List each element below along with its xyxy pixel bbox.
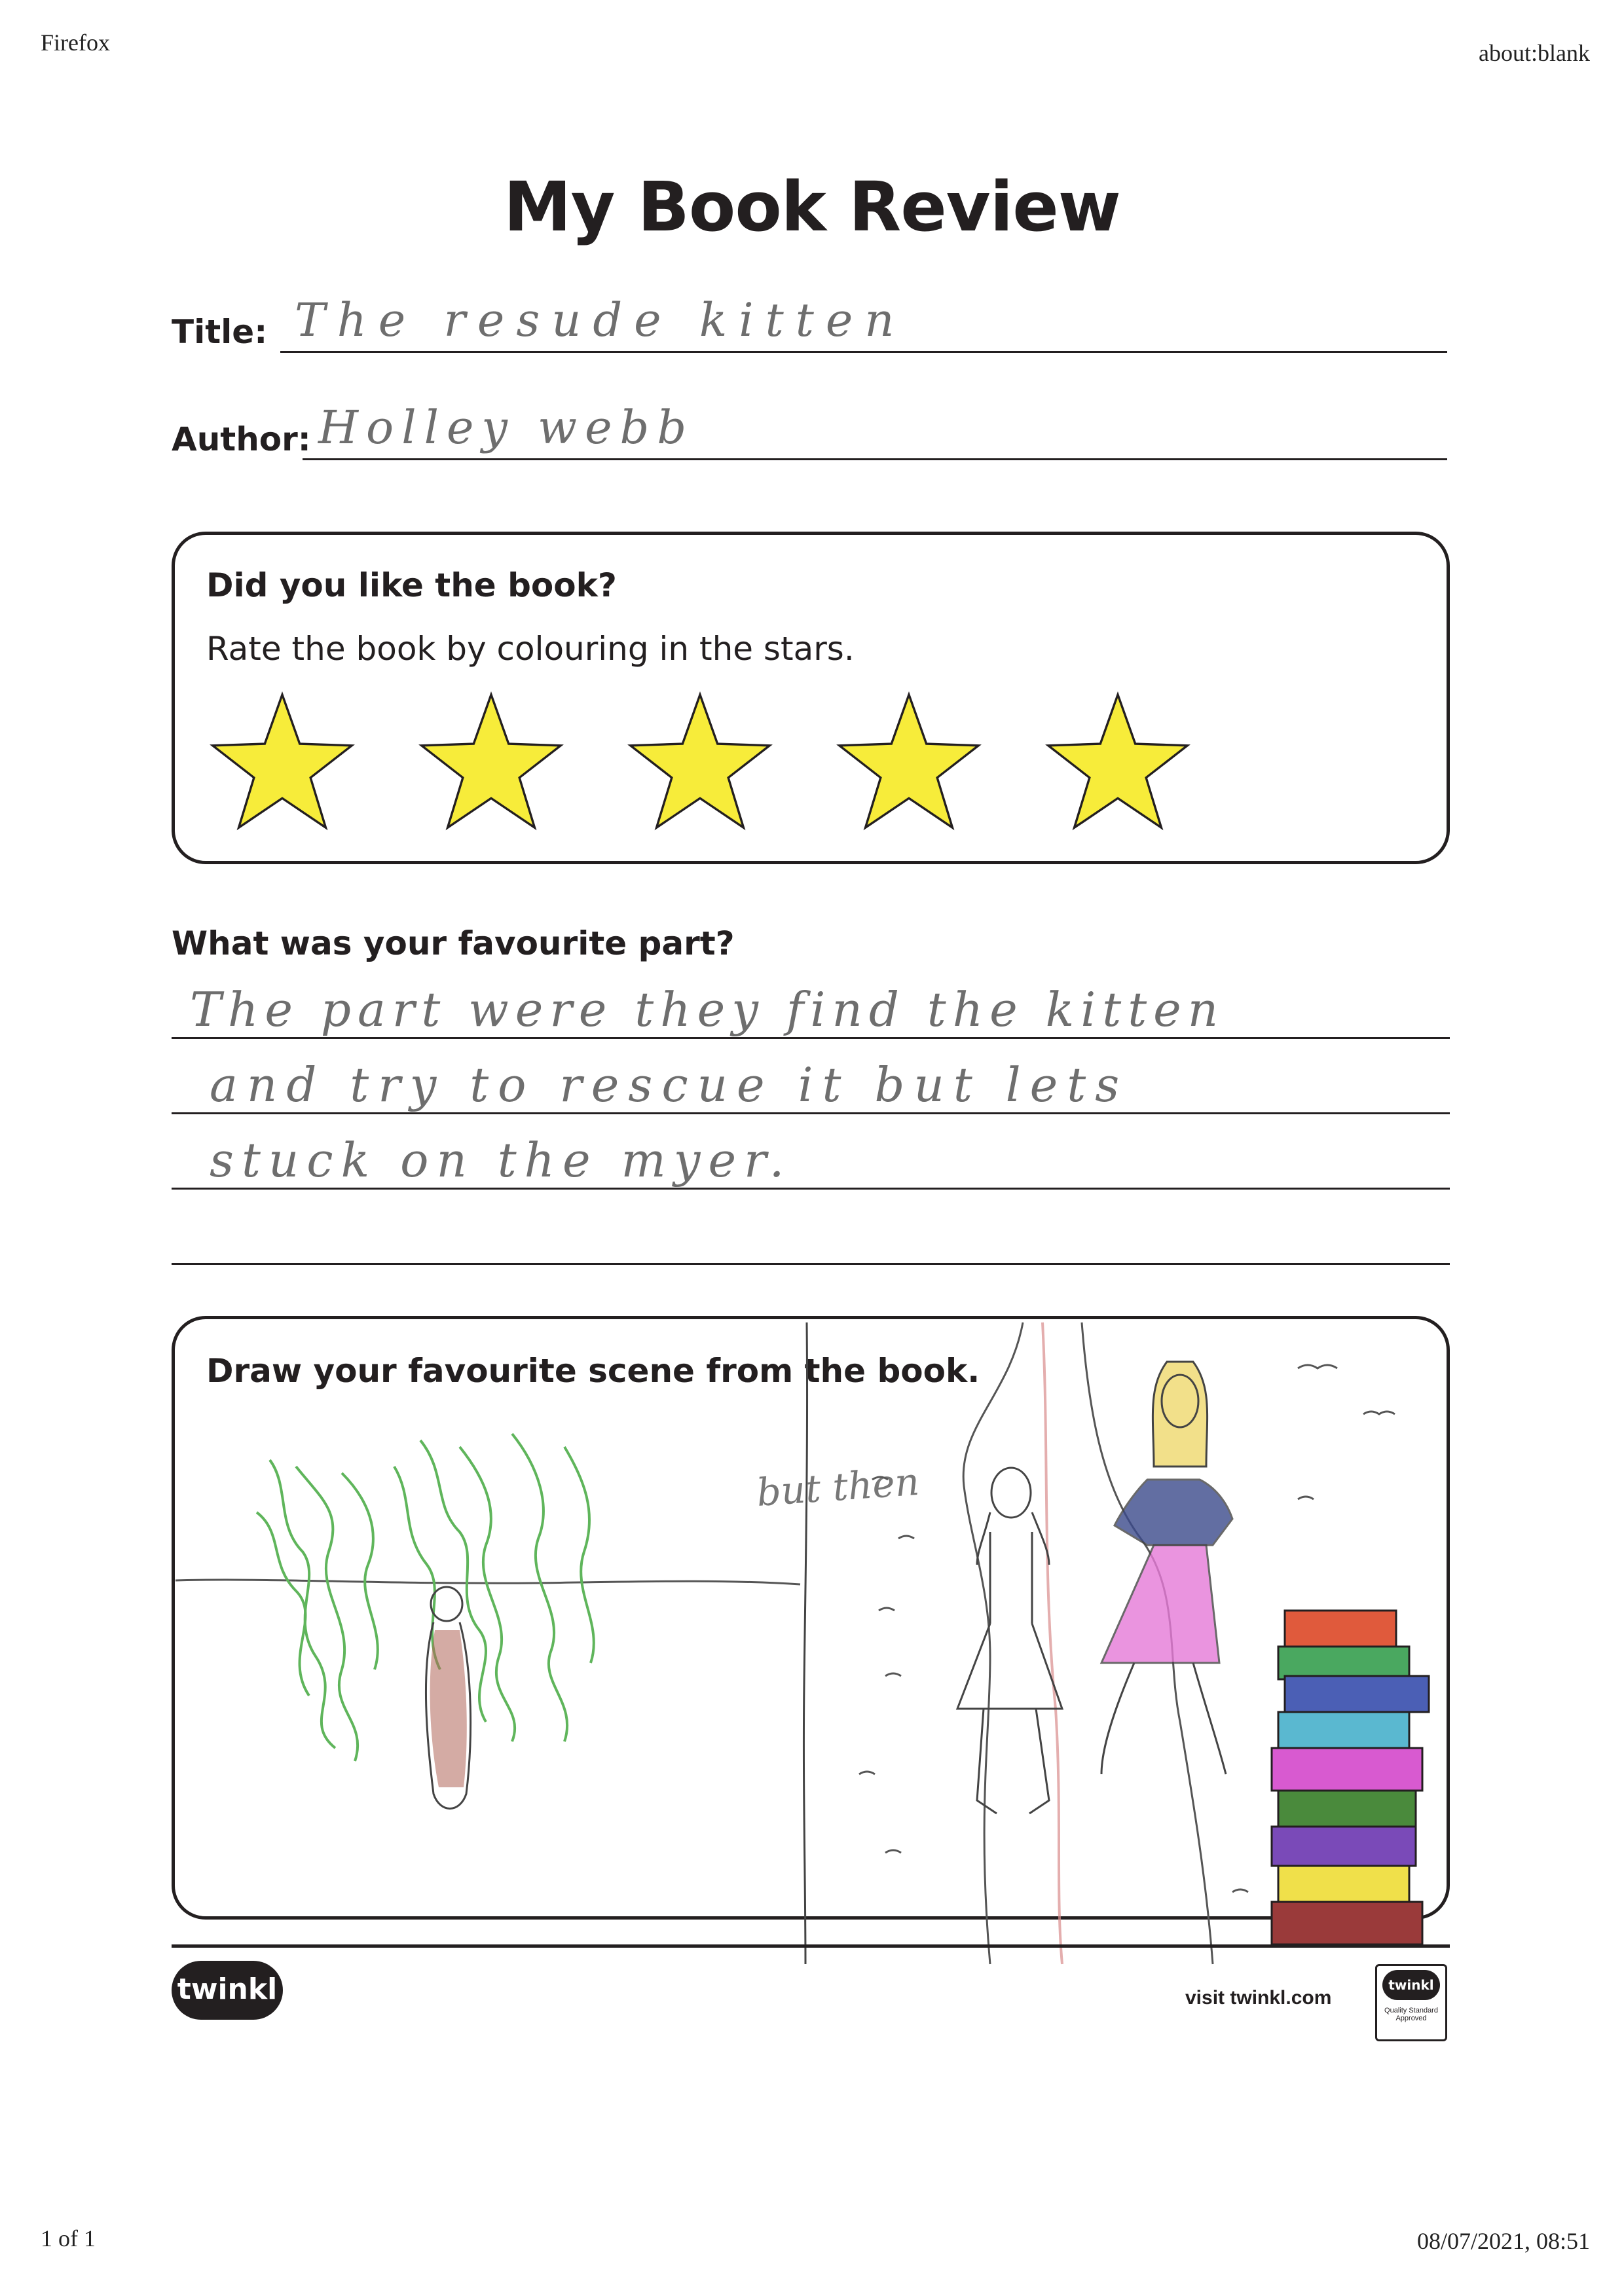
books-stack-drawing bbox=[1272, 1611, 1429, 1944]
author-rule bbox=[303, 458, 1447, 460]
favourite-part-label: What was your favourite part? bbox=[172, 924, 735, 962]
answer-rule-4 bbox=[172, 1263, 1450, 1265]
answer-rule-1 bbox=[172, 1037, 1450, 1039]
title-rule bbox=[280, 351, 1447, 353]
twinkl-logo bbox=[172, 1961, 283, 2020]
child-drawing bbox=[172, 1316, 1450, 1971]
answer-line-3: stuck on the myer. bbox=[210, 1133, 792, 1188]
title-label: Title: bbox=[172, 313, 268, 351]
visit-twinkl-link[interactable]: visit twinkl.com bbox=[1185, 1987, 1332, 2009]
drawing-prompt: Draw your favourite scene from the book. bbox=[206, 1352, 980, 1390]
title-handwritten: The resude kitten bbox=[295, 293, 906, 347]
star-icon[interactable] bbox=[835, 689, 983, 837]
author-handwritten: Holley webb bbox=[318, 401, 695, 454]
star-icon[interactable] bbox=[626, 689, 774, 837]
drawing-handwritten-words: but then bbox=[755, 1459, 921, 1515]
badge-text: Quality Standard Approved bbox=[1384, 2007, 1438, 2022]
girl-drawing bbox=[1101, 1362, 1232, 1774]
quality-badge bbox=[1375, 1964, 1447, 2041]
rating-instruction: Rate the book by colouring in the stars. bbox=[206, 630, 855, 668]
answer-rule-2 bbox=[172, 1112, 1450, 1114]
star-icon[interactable] bbox=[208, 689, 356, 837]
answer-line-1: The part were they find the kitten bbox=[190, 982, 1225, 1037]
footer-rule bbox=[172, 1944, 1450, 1948]
page-title: My Book Review bbox=[504, 167, 1120, 247]
author-label: Author: bbox=[172, 420, 311, 458]
tree-drawing bbox=[257, 1434, 594, 1761]
answer-line-2: and try to rescue it but lets bbox=[210, 1057, 1129, 1112]
print-footer-page-count: 1 of 1 bbox=[41, 2225, 96, 2251]
rating-question: Did you like the book? bbox=[206, 566, 617, 604]
star-icon[interactable] bbox=[1044, 689, 1192, 837]
print-header-url: about:blank bbox=[1479, 40, 1590, 66]
print-footer-datetime: 08/07/2021, 08:51 bbox=[1416, 2228, 1590, 2254]
answer-rule-3 bbox=[172, 1188, 1450, 1190]
print-header-browser: Firefox bbox=[41, 29, 110, 56]
twinkl-logo-text: twinkl bbox=[177, 1973, 278, 2006]
star-icon[interactable] bbox=[417, 689, 565, 837]
badge-logo: twinkl bbox=[1382, 1970, 1440, 2000]
